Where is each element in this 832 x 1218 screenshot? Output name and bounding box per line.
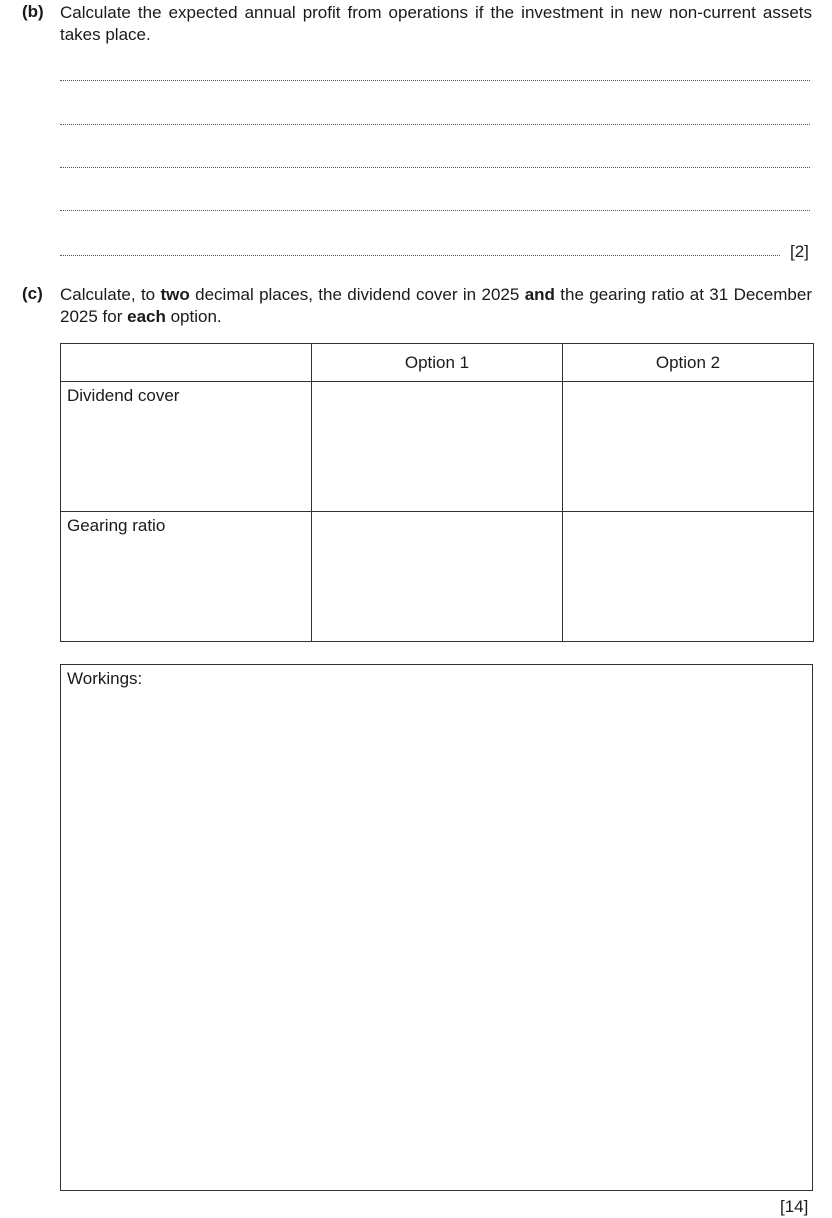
table-header-option-1: Option 1 — [312, 344, 563, 382]
table-header-row — [61, 344, 814, 382]
table-header-blank — [61, 344, 312, 382]
question-b — [22, 2, 812, 46]
table-header-option-2: Option 2 — [563, 344, 814, 382]
dividend-cover-option-1-cell[interactable] — [312, 382, 563, 512]
workings-box[interactable] — [60, 664, 813, 1191]
question-b-label: (b) — [22, 2, 44, 21]
gearing-ratio-option-2-cell[interactable] — [563, 512, 814, 642]
question-b-text: Calculate the expected annual profit from operations if the investment in new non-current assets takes place. — [60, 3, 812, 44]
answer-table — [60, 343, 814, 642]
table-row — [61, 512, 814, 642]
row-label-gearing-ratio: Gearing ratio — [61, 512, 312, 642]
question-c — [22, 284, 812, 328]
answer-line-5[interactable] — [60, 255, 780, 256]
answer-line-4[interactable] — [60, 210, 810, 211]
row-label-dividend-cover: Dividend cover — [61, 382, 312, 512]
table-row — [61, 382, 814, 512]
question-c-label: (c) — [22, 284, 43, 303]
answer-line-2[interactable] — [60, 124, 810, 125]
workings-label: Workings: — [67, 669, 143, 688]
gearing-ratio-option-1-cell[interactable] — [312, 512, 563, 642]
dividend-cover-option-2-cell[interactable] — [563, 382, 814, 512]
answer-line-3[interactable] — [60, 167, 810, 168]
question-b-marks: [2] — [790, 242, 809, 261]
question-c-marks: [14] — [780, 1197, 809, 1216]
answer-line-1[interactable] — [60, 80, 810, 81]
question-c-text: Calculate, to two decimal places, the dividend cover in 2025 and the gearing ratio at 31 December 2025 for each option. — [60, 285, 812, 326]
